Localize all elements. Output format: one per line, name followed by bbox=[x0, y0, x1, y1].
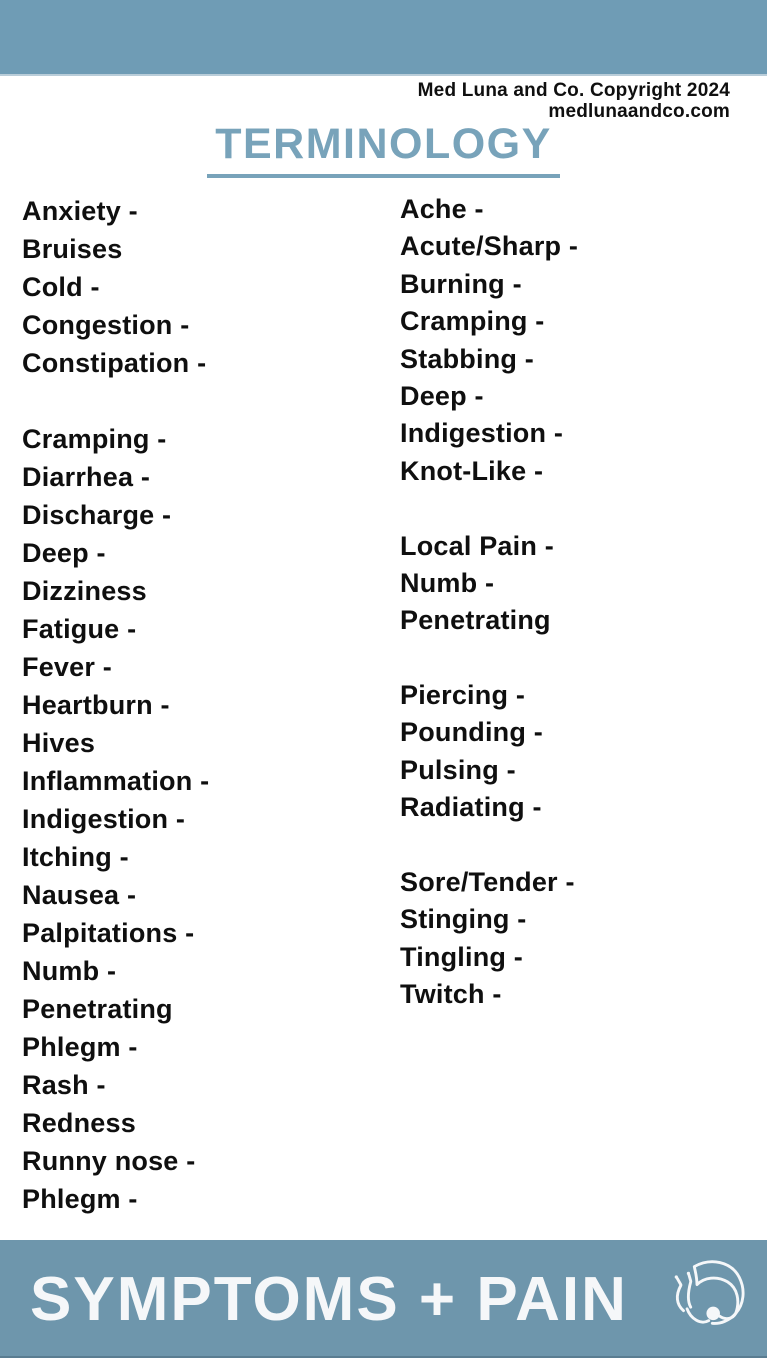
term-item: Heartburn - bbox=[22, 690, 170, 720]
term-item: Rash - bbox=[22, 1070, 106, 1100]
terms-column-right bbox=[400, 191, 578, 1014]
term-item: Local Pain - bbox=[400, 530, 554, 561]
term-item: Fever - bbox=[22, 652, 112, 682]
term-item: Numb - bbox=[400, 567, 495, 598]
term-item: Sore/Tender - bbox=[400, 867, 575, 898]
term-item: Stinging - bbox=[400, 904, 527, 935]
copyright-line-2: medlunaandco.com bbox=[548, 101, 730, 123]
page-title: TERMINOLOGY bbox=[207, 120, 560, 178]
footer-title: SYMPTOMS + PAIN bbox=[30, 1264, 628, 1334]
term-item: Cold - bbox=[22, 272, 100, 302]
term-item: Deep - bbox=[22, 538, 106, 568]
term-item: Twitch - bbox=[400, 979, 502, 1010]
term-item: Runny nose - bbox=[22, 1146, 196, 1176]
footer-banner bbox=[0, 1240, 767, 1358]
term-item: Dizziness bbox=[22, 576, 147, 606]
title-wrap bbox=[0, 120, 767, 178]
term-item: Burning - bbox=[400, 268, 522, 299]
term-item: Piercing - bbox=[400, 680, 526, 711]
term-item: Knot-Like - bbox=[400, 455, 544, 486]
term-item: Deep - bbox=[400, 380, 484, 411]
term-item: Indigestion - bbox=[400, 418, 564, 449]
term-item: Congestion - bbox=[22, 310, 190, 340]
header-bar bbox=[0, 0, 767, 76]
term-item: Stabbing - bbox=[400, 343, 534, 374]
term-item: Discharge - bbox=[22, 500, 172, 530]
term-gap bbox=[22, 382, 209, 420]
term-gap bbox=[400, 490, 578, 527]
term-gap bbox=[400, 640, 578, 677]
term-item: Numb - bbox=[22, 956, 117, 986]
term-item: Penetrating bbox=[22, 994, 173, 1024]
term-item: Inflammation - bbox=[22, 766, 210, 796]
term-item: Phlegm - bbox=[22, 1032, 138, 1062]
term-item: Pulsing - bbox=[400, 754, 516, 785]
term-item: Acute/Sharp - bbox=[400, 231, 579, 262]
terms-column-left bbox=[22, 192, 209, 1218]
term-item: Cramping - bbox=[22, 424, 167, 454]
term-item: Radiating - bbox=[400, 792, 542, 823]
term-item: Nausea - bbox=[22, 880, 137, 910]
term-item: Fatigue - bbox=[22, 614, 137, 644]
term-item: Phlegm - bbox=[22, 1184, 138, 1214]
term-item: Bruises bbox=[22, 234, 123, 264]
term-item: Redness bbox=[22, 1108, 136, 1138]
term-item: Constipation - bbox=[22, 348, 207, 378]
term-item: Itching - bbox=[22, 842, 129, 872]
term-item: Anxiety - bbox=[22, 196, 138, 226]
term-item: Cramping - bbox=[400, 306, 545, 337]
term-gap bbox=[400, 827, 578, 864]
copyright-line-1: Med Luna and Co. Copyright 2024 bbox=[417, 80, 730, 101]
term-item: Palpitations - bbox=[22, 918, 195, 948]
term-item: Ache - bbox=[400, 194, 484, 224]
moon-stethoscope-logo-icon bbox=[661, 1251, 751, 1347]
term-item: Hives bbox=[22, 728, 96, 758]
term-item: Diarrhea - bbox=[22, 462, 151, 492]
term-item: Penetrating bbox=[400, 605, 551, 636]
term-item: Tingling - bbox=[400, 941, 523, 972]
copyright-block bbox=[418, 80, 730, 123]
term-item: Pounding - bbox=[400, 717, 543, 748]
term-item: Indigestion - bbox=[22, 804, 186, 834]
